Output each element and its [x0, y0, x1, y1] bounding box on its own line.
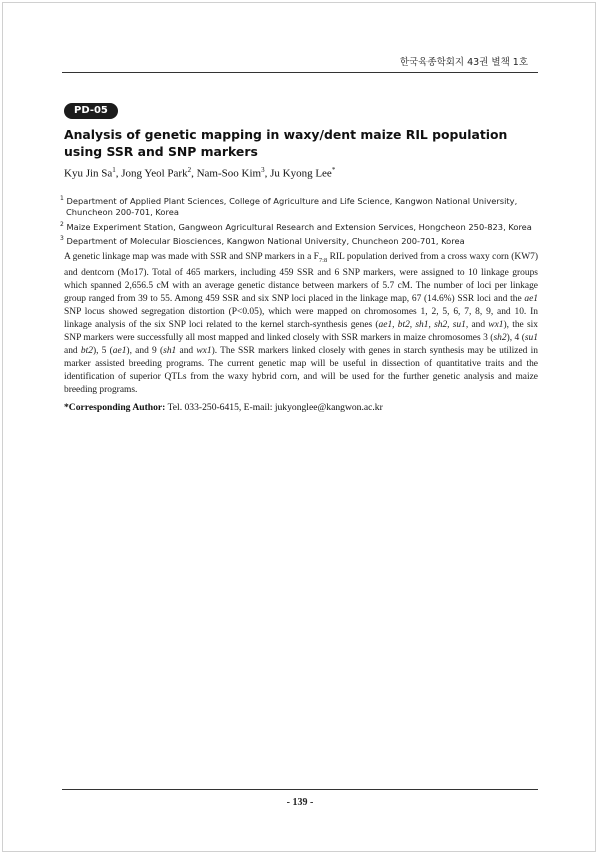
gene-name: wx1 — [488, 319, 504, 330]
gene-name: sh1 — [163, 345, 177, 356]
paper-title: Analysis of genetic mapping in waxy/dent maize RIL population using SSR and SNP markers — [64, 127, 508, 159]
affiliation — [60, 193, 540, 219]
affiliation — [60, 219, 540, 233]
affiliation-line: Department of Applied Plant Sciences, College of Agriculture and Life Science, Kangwon National University, — [66, 195, 518, 206]
author-list — [64, 166, 538, 180]
abstract-text: and — [64, 345, 81, 356]
gene-name: ae1, bt2, sh1, sh2, su1, — [378, 319, 469, 330]
author-name: Ju Kyong Lee — [270, 167, 332, 180]
gene-name: sh2 — [493, 332, 507, 343]
affiliation-line: Maize Experiment Station, Gangweon Agricultural Research and Extension Services, Hongcheon 250-823, Korea — [66, 221, 532, 232]
journal-header: 한국육종학회지 43권 별책 1호 — [399, 57, 528, 68]
abstract-text: ), the six SNP markers were successfully all most mapped and linked closely with SSR markers in maize chromosomes 3 ( — [64, 319, 538, 343]
affiliation-line: Department of Molecular Biosciences, Kangwon National University, Chuncheon 200-701, Korea — [66, 235, 465, 246]
session-badge: PD-05 — [64, 103, 118, 119]
author-separator: , — [191, 167, 197, 180]
author-sup: 1 — [112, 166, 116, 174]
abstract-text: ), 5 ( — [92, 345, 113, 356]
footer-rule — [62, 789, 538, 790]
gene-name: wx1 — [196, 345, 212, 356]
abstract-text: ). The SSR markers linked closely with genes in starch synthesis may be utilized in marker assisted breeding programs. The current genetic map will be useful in dissection of quantitative traits and the identification of superior QTLs from the waxy hybrid corn, and will be used for the further genetic analysis and maize breeding programs. — [64, 345, 538, 395]
abstract-body — [64, 251, 538, 397]
affiliation-number: 2 — [60, 220, 64, 228]
author-name: Nam-Soo Kim — [196, 167, 262, 180]
author-sup: * — [331, 166, 336, 174]
author-name: Jong Yeol Park — [121, 167, 188, 180]
author-separator: , — [115, 167, 122, 180]
corresponding-contact: Tel. 033-250-6415, E-mail: jukyonglee@kangwon.ac.kr — [165, 402, 383, 413]
author-separator: , — [264, 167, 271, 180]
affiliation-number: 3 — [60, 235, 64, 243]
affiliation — [60, 233, 540, 247]
gene-name: ae1 — [524, 293, 538, 304]
page-number: - 139 - — [286, 797, 314, 808]
author-sup: 2 — [187, 166, 192, 174]
corresponding-author — [64, 402, 538, 413]
affiliations — [60, 193, 540, 247]
generation-subscript: 7:8 — [318, 256, 328, 264]
abstract-text: RIL population derived from a cross waxy corn (KW7) and dentcorn (Mo17). Total of 465 markers, including 459 SSR and 6 SNP markers, were assigned to 10 linkage groups which spanned 2,656.5 cM with an average genetic distance between markers of 5.7 cM. The number of loci per linkage group ranged from 39 to 55. Among 459 SSR and six SNP loci placed in the linkage map, 67 (14.6%) SSR loci and the — [64, 252, 539, 304]
abstract-text: A genetic linkage map was made with SSR and SNP markers in a F — [64, 252, 319, 262]
author-sup: 3 — [261, 166, 265, 174]
gene-name: su1 — [524, 332, 538, 343]
gene-name: bt2 — [80, 345, 93, 356]
abstract-text: ), and 9 ( — [126, 345, 164, 356]
author-name: Kyu Jin Sa — [64, 167, 113, 180]
header-rule — [62, 72, 538, 73]
abstract-text: and — [176, 345, 197, 356]
gene-name: ae1 — [112, 345, 127, 356]
affiliation-number: 1 — [60, 195, 64, 202]
abstract-text: SNP locus showed segregation distortion (P<0.05), which were mapped on chromosomes 1, 2, 5, 6, 7, 8, 9, and 10. In linkage analysis of the six SNP loci related to the kernel starch-synthesis genes ( — [64, 306, 538, 330]
affiliation-line-cont: Chuncheon 200-701, Korea — [66, 207, 179, 218]
corresponding-label: *Corresponding Author: — [64, 402, 166, 413]
abstract-text: and — [468, 319, 489, 330]
abstract-text: ), 4 ( — [506, 332, 525, 343]
